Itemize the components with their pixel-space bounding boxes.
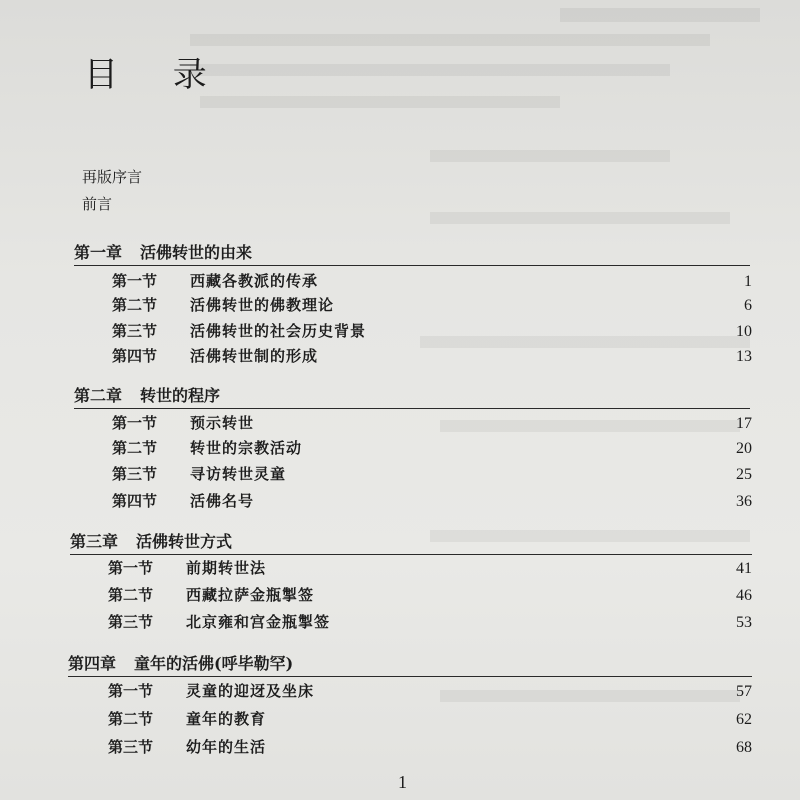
toc-entry [108,708,752,729]
toc-entry [112,490,752,511]
section-title: 活佛转世的社会历史背景 [190,322,367,340]
section-title: 灵童的迎迓及坐床 [186,682,315,700]
section-label: 第一节 [112,272,158,290]
page-ref: 17 [736,415,752,432]
page-ref: 41 [736,560,752,577]
toc-entry [112,463,752,484]
page-ref: 36 [736,493,752,510]
page-number: 1 [398,772,407,792]
toc-entry [108,584,752,605]
section-title: 幼年的生活 [186,738,267,756]
section-title: 西藏各教派的传承 [190,272,319,290]
page-ref: 46 [736,587,752,604]
section-label: 第四节 [112,347,158,365]
page-ref: 57 [736,683,752,700]
toc-entry [112,294,752,315]
page-title: 目 录 [84,55,229,95]
page-ref: 25 [736,466,752,483]
section-title: 预示转世 [190,414,255,432]
chapter-label: 第四章 [68,654,117,673]
toc-entry [112,437,752,458]
page-ref: 53 [736,614,752,631]
toc-entry [112,270,752,291]
section-title: 西藏拉萨金瓶掣签 [186,586,315,604]
page-ref: 10 [736,323,752,340]
page-ref: 62 [736,711,752,728]
chapter-label: 第一章 [74,243,123,262]
page-ref: 68 [736,739,752,756]
chapter-title: 童年的活佛(呼毕勒罕) [134,654,294,673]
chapter-heading [70,529,752,555]
chapter-label: 第二章 [74,386,123,405]
toc-entry [112,412,752,433]
chapter-heading [74,383,750,409]
section-label: 第四节 [112,492,158,510]
section-label: 第二节 [112,296,158,314]
page-ref: 1 [744,273,752,290]
chapter-title: 转世的程序 [140,386,221,405]
front-matter-preface-reprint: 再版序言 [82,168,143,186]
section-label: 第二节 [112,439,158,457]
front-matter-preface: 前言 [82,195,113,213]
toc-entry [112,345,752,366]
section-label: 第三节 [108,738,154,756]
section-title: 寻访转世灵童 [190,465,287,483]
section-title: 童年的教育 [186,710,267,728]
toc-entry [108,557,752,578]
section-label: 第二节 [108,586,154,604]
section-label: 第三节 [112,322,158,340]
page-ref: 20 [736,440,752,457]
section-title: 北京雍和宫金瓶掣签 [186,613,331,631]
page-ref: 13 [736,348,752,365]
toc-entry [112,320,752,341]
chapter-title: 活佛转世的由来 [140,243,253,262]
section-label: 第一节 [108,559,154,577]
section-label: 第一节 [108,682,154,700]
toc-entry [108,680,752,701]
section-title: 活佛转世的佛教理论 [190,296,335,314]
section-title: 活佛名号 [190,492,255,510]
section-label: 第三节 [108,613,154,631]
chapter-heading [74,240,750,266]
section-title: 转世的宗教活动 [190,439,303,457]
page-ref: 6 [744,297,752,314]
section-title: 活佛转世制的形成 [190,347,319,365]
section-label: 第二节 [108,710,154,728]
toc-entry [108,736,752,757]
chapter-heading [68,651,752,677]
section-title: 前期转世法 [186,559,267,577]
section-label: 第一节 [112,414,158,432]
chapter-title: 活佛转世方式 [136,532,233,551]
toc-entry [108,611,752,632]
section-label: 第三节 [112,465,158,483]
chapter-label: 第三章 [70,532,119,551]
